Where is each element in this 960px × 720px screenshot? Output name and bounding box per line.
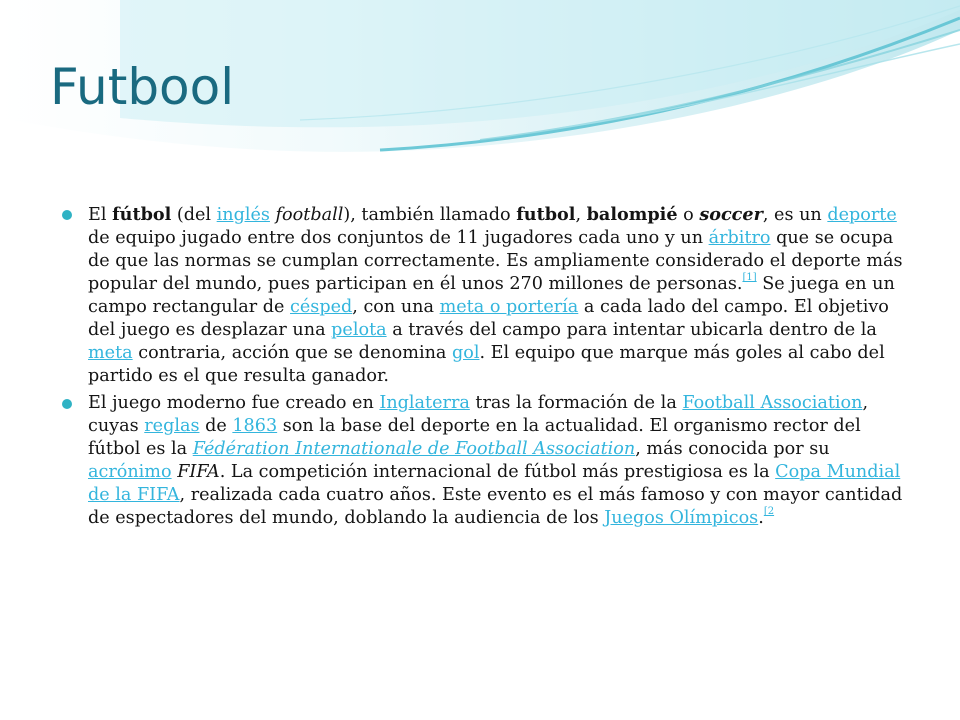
text-run: , más conocida por su <box>635 439 830 459</box>
text-run: football <box>275 205 344 225</box>
hyperlink[interactable]: deporte <box>827 205 897 225</box>
hyperlink[interactable]: Inglaterra <box>379 393 470 413</box>
hyperlink[interactable]: Juegos Olímpicos <box>604 508 759 528</box>
citation-link[interactable]: [1] <box>742 272 757 284</box>
text-run: FIFA <box>177 462 220 482</box>
text-run: . El equipo que marque más goles al cabo del partido es el que resulta ganador. <box>88 343 885 386</box>
hyperlink[interactable]: meta o portería <box>439 297 579 317</box>
hyperlink[interactable]: inglés <box>216 205 270 225</box>
text-run: tras la formación de la <box>469 393 683 413</box>
hyperlink[interactable]: reglas <box>144 416 200 436</box>
text-run: fútbol <box>112 204 172 225</box>
text-run: . <box>758 508 764 528</box>
text-run: son la base del deporte en la actualidad. El organismo rector del fútbol es la <box>88 416 861 459</box>
citation-link[interactable]: [2 <box>763 506 775 518</box>
hyperlink[interactable]: Football Association <box>682 393 863 413</box>
text-run: de equipo jugado entre dos conjuntos de 11 jugadores cada uno y un <box>88 228 709 248</box>
hyperlink[interactable]: Copa Mundial de la FIFA <box>88 462 901 505</box>
text-run: , <box>575 205 587 225</box>
text-run: , con una <box>352 297 440 317</box>
hyperlink[interactable]: árbitro <box>708 228 771 248</box>
text-run: a través del campo para intentar ubicarla dentro de la <box>386 320 877 340</box>
text-run: o <box>677 205 700 225</box>
paragraph-football-history <box>62 392 908 530</box>
hyperlink[interactable]: 1863 <box>232 416 278 436</box>
superscript <box>764 506 774 517</box>
slide-title: Futbool <box>50 58 235 116</box>
text-run: (del <box>171 205 217 225</box>
text-run: El <box>88 205 113 225</box>
hyperlink[interactable]: pelota <box>331 320 387 340</box>
text-run: , cuyas <box>88 393 869 436</box>
hyperlink[interactable]: meta <box>88 343 133 363</box>
text-run: , realizada cada cuatro años. Este evento es el más famoso y con mayor cantidad de espectadores del mundo, doblando la audiencia de los <box>88 485 903 528</box>
text-run: de <box>199 416 233 436</box>
text-run: futbol <box>516 204 576 225</box>
paragraph-football-definition <box>62 203 908 388</box>
hyperlink[interactable]: césped <box>290 297 353 317</box>
bullet-icon <box>62 210 72 220</box>
bullet-icon <box>62 399 72 409</box>
hyperlink[interactable]: acrónimo <box>88 462 172 482</box>
hyperlink[interactable]: gol <box>452 343 480 363</box>
text-run: a cada lado del campo. El objetivo del juego es desplazar una <box>88 297 889 340</box>
text-run: soccer <box>699 204 763 225</box>
text-run: que se ocupa de que las normas se cumplan correctamente. Es ampliamente considerado el deporte más popular del mundo, pues participan en él unos 270 millones de personas. <box>88 228 903 294</box>
text-run: El juego moderno fue creado en <box>88 393 380 413</box>
text-run: balompié <box>586 204 678 225</box>
text-run: ), también llamado <box>343 205 517 225</box>
slide-body <box>62 203 908 534</box>
superscript <box>742 272 756 283</box>
hyperlink[interactable]: Fédération Internationale de Football Association <box>192 439 636 459</box>
text-run: Se juega en un campo rectangular de <box>88 274 895 317</box>
text-run: , es un <box>762 205 828 225</box>
text-run: contraria, acción que se denomina <box>132 343 452 363</box>
text-run: . La competición internacional de fútbol más prestigiosa es la <box>219 462 776 482</box>
